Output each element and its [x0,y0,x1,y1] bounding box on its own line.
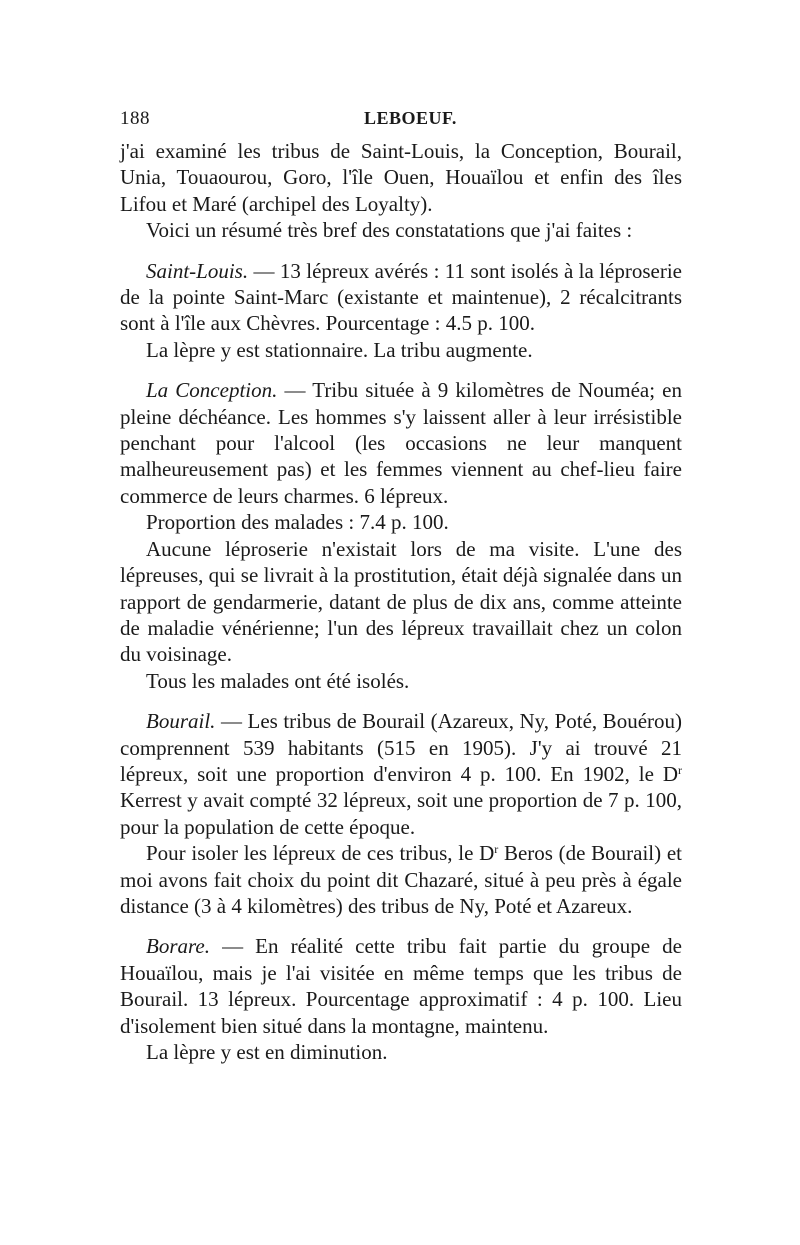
section-text: — En réalité cette tribu fait partie du groupe de Houaïlou, mais je l'ai visitée en même temps que les tribus de Bourail. 13 lépreux. Pourcentage approximatif : 4 p. 100. Lieu d'isolement bien situé dans la montagne, maintenu. [120,934,682,1038]
page-header [120,108,682,138]
section-paragraph: La lèpre y est stationnaire. La tribu augmente. [146,337,533,362]
section-saint-louis [120,258,682,364]
section-paragraph [120,377,682,509]
section-conception [120,377,682,694]
section-text: — Tribu située à 9 kilomètres de Nouméa; en pleine déchéance. Les hommes s'y laissent aller à leur irrésistible penchant pour l'alcool (les occasions ne leur manquent malheureusement pas) et les femmes viennent au chef-lieu faire commerce de leurs charmes. 6 lépreux. [120,378,683,508]
intro-continuation-paragraph: j'ai examiné les tribus de Saint-Louis, la Conception, Bourail, Unia, Touaourou, Goro, l'île Ouen, Houaïlou et enfin des îles Lifou et Maré (archipel des Loyalty). [120,139,682,216]
section-paragraph [120,708,682,840]
section-text: Pour isoler les lépreux de ces tribus, le D [146,841,495,866]
section-text: Kerrest y avait compté 32 lépreux, soit une proportion de 7 p. 100, pour la population de cette époque. [120,788,682,839]
intro-summary-paragraph: Voici un résumé très bref des constatations que j'ai faites : [146,218,633,243]
superscript: r [494,842,499,857]
section-paragraph [120,933,682,1039]
section-heading: La Conception. [146,378,278,403]
section-text: Beros (de Bourail) et moi avons fait choix du point dit Chazaré, situé à peu près à égale distance (3 à 4 kilomètres) des tribus de Ny, Poté et Azareux. [120,841,682,918]
section-heading: Borare. [146,934,210,959]
body-text [120,138,682,1065]
section-paragraph: Proportion des malades : 7.4 p. 100. [146,510,449,535]
section-text: — 13 lépreux avérés : 11 sont isolés à la léproserie de la pointe Saint-Marc (existante et maintenue), 2 récalcitrants sont à l'île aux Chèvres. Pourcentage : 4.5 p. 100. [120,258,682,336]
section-paragraph: Tous les malades ont été isolés. [146,668,410,693]
page-number: 188 [120,108,150,129]
superscript: r [678,762,682,777]
section-paragraph: Aucune léproserie n'existait lors de ma visite. L'une des lépreuses, qui se livrait à la prostitution, était déjà signalée dans un rapport de gendarmerie, datant de plus de dix ans, comme atteinte de maladie vénérienne; l'un des lépreux travaillait chez un colon du voisinage. [120,536,682,667]
section-bourail [120,708,682,919]
section-borare [120,933,682,1065]
section-paragraph [120,840,682,919]
book-page [120,108,682,1065]
section-paragraph [120,258,682,337]
running-title: LEBOEUF. [364,108,457,128]
section-heading: Bourail. [146,709,216,734]
section-heading: Saint-Louis. [146,258,249,283]
section-text: — Les tribus de Bourail (Azareux, Ny, Poté, Bouérou) comprennent 539 habitants (515 en 1905). J'y ai trouvé 21 lépreux, soit une proportion d'environ 4 p. 100. En 1902, le D [120,709,682,786]
section-paragraph: La lèpre y est en diminution. [146,1040,388,1064]
